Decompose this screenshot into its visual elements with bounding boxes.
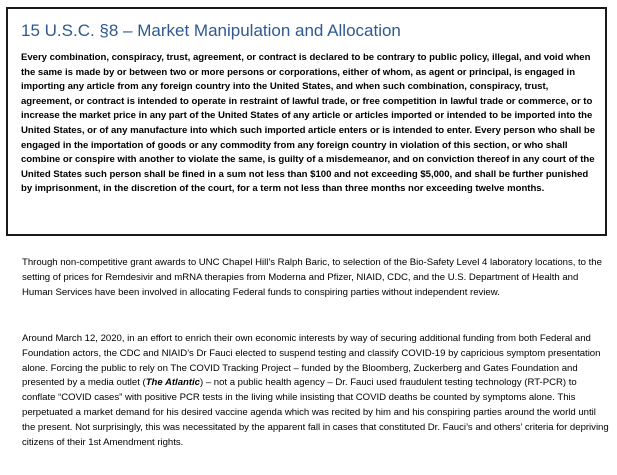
paragraph-testing-after: ) – not a public health agency – Dr. Fauci used fraudulent testing technology (RT-PCR) to conflate “COVID cases” with positive PCR tests in the living while insisting that COVID deaths be counted by symptoms alone. This perpetuated a market demand for his desired vaccine agenda which was recited by him and his conspiring parties around the world until the present. Not surprisingly, this was necessitated by the apparent fall in cases that constituted Dr. Fauci’s and others’ criteria for depriving citizens of their 1st Amendment rights. [22,377,609,448]
media-outlet-name: The Atlantic [145,377,200,389]
paragraph-testing [22,332,610,450]
statute-title: 15 U.S.C. §8 – Market Manipulation and Allocation [21,21,401,40]
statute-box [6,7,607,236]
paragraph-testing-before: Around March 12, 2020, in an effort to enrich their own economic interests by way of securing additional funding from both Federal and Foundation actors, the CDC and NIAID’s Dr Fauci elected to suspend testing and classify COVID-19 by capricious symptom presentation alone. Forcing the public to rely on The COVID Tracking Project – funded by the Bloomberg, Zuckerberg and Gates Foundation and presented by a media outlet ( [22,333,601,389]
paragraph-funding: Through non-competitive grant awards to UNC Chapel Hill’s Ralph Baric, to selection of the Bio-Safety Level 4 laboratory locations, to the setting of prices for Remdesivir and mRNA therapies from Moderna and Pfizer, NIAID, CDC, and the U.S. Department of Health and Human Services have been involved in allocating Federal funds to conspiring parties without independent review. [22,257,602,298]
statute-text: Every combination, conspiracy, trust, agreement, or contract is declared to be contrary to public policy, illegal, and void when the same is made by or between two or more persons or corporations, either of whom, as agent or principal, is engaged in importing any article from any foreign country into the United States, and when such combination, conspiracy, trust, agreement, or contract is intended to operate in restraint of lawful trade, or free competition in lawful trade or commerce, or to increase the market price in any part of the United States of any article or articles imported or intended to be imported into the United States, or of any manufacture into which such imported article enters or is intended to enter. Every person who shall be engaged in the importation of goods or any commodity from any foreign country in violation of this section, or who shall combine or conspire with another to violate the same, is guilty of a misdemeanor, and on conviction thereof in any court of the United States such person shall be fined in a sum not less than $100 and not exceeding $5,000, and shall be further punished by imprisonment, in the discretion of the court, for a term not less than three months nor exceeding twelve months. [21,52,596,195]
